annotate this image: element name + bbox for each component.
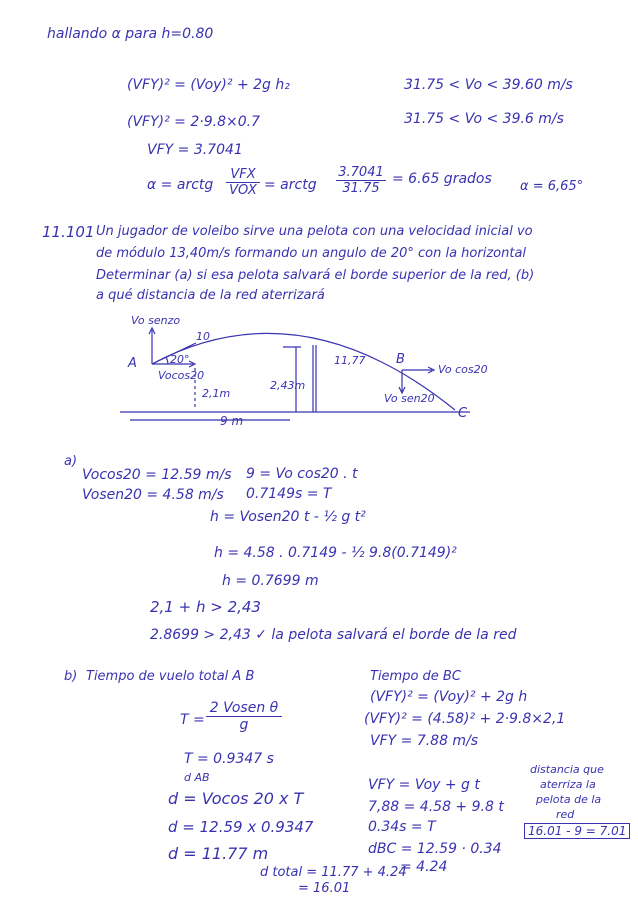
part-a-time: 0.7149s = T [246, 486, 332, 502]
part-b-bc-eq1: (VFY)² = (Voy)² + 2g h [370, 689, 528, 705]
part-b-bc-title: Tiempo de BC [370, 669, 461, 684]
part-b-label: b) [64, 669, 78, 684]
part-b-t-value: T = 0.9347 s [184, 751, 274, 767]
fraction-numerator-value: 3.7041 [338, 165, 384, 180]
note-line-4: red [556, 808, 575, 821]
fraction-numerator: VFX [230, 167, 256, 182]
part-b-bc-eq8: = 4.24 [400, 859, 448, 875]
part-a-vosen: Vosen20 = 4.58 m/s [82, 487, 224, 503]
label-vo-sen: Vo senzo [131, 314, 181, 327]
total-distance-result: = 16.01 [298, 881, 351, 896]
heading: hallando α para h=0.80 [47, 26, 214, 42]
note-line-3: pelota de la [536, 793, 602, 806]
part-b-bc-eq4: VFY = Voy + g t [368, 777, 480, 793]
part-a-h-result: h = 0.7699 m [222, 573, 319, 589]
part-b-bc-eq5: 7,88 = 4.58 + 9.8 t [368, 799, 504, 815]
alpha-arctg-label: α = arctg [147, 177, 214, 193]
part-b-t-lhs: T = [180, 712, 205, 728]
problem-number: 11.101 [42, 223, 95, 241]
part-a-label: a) [64, 454, 78, 469]
angle-arc [166, 357, 168, 364]
label-point-b: B [396, 352, 405, 367]
problem-line-4: a qué distancia de la red aterrizará [96, 288, 325, 303]
part-a-vocos: Vocos20 = 12.59 m/s [82, 467, 232, 483]
velocity-range-2: 31.75 < Vo < 39.6 m/s [404, 111, 564, 127]
note-line-1: distancia que [530, 763, 604, 776]
part-a-conclusion: 2.8699 > 2,43 ✓ la pelota salvará el borde de la red [150, 627, 517, 643]
part-b-title: Tiempo de vuelo total A B [86, 669, 255, 684]
part-a-distance-eq: 9 = Vo cos20 . t [246, 466, 358, 482]
problem-line-3: Determinar (a) si esa pelota salvará el borde superior de la red, (b) [96, 268, 535, 283]
part-a-condition: 2,1 + h > 2,43 [150, 598, 261, 616]
alpha-arctg-mid: = arctg [264, 177, 317, 193]
label-height-start: 2,1m [202, 387, 231, 400]
equation-vfy-result: VFY = 3.7041 [147, 142, 243, 158]
fraction-denominator-value: 31.75 [342, 181, 380, 196]
part-b-dab: d AB [184, 771, 210, 784]
flight-time-numerator: 2 Vosen θ [209, 700, 279, 716]
part-b-bc-eq3: VFY = 7.88 m/s [370, 733, 479, 749]
part-b-bc-eq7: dBC = 12.59 · 0.34 [368, 841, 502, 857]
part-b-d-formula: d = Vocos 20 x T [168, 789, 304, 808]
equation-vfy-numeric: (VFY)² = 2·9.8×0.7 [127, 114, 260, 130]
fraction-denominator: VOX [229, 183, 257, 198]
label-angle: 20° [170, 353, 190, 366]
fraction-flight-time [206, 701, 282, 732]
part-b-d-result: d = 11.77 m [168, 844, 269, 863]
label-point-c: C [458, 406, 468, 421]
label-vo-cos-b: Vo cos20 [438, 363, 488, 376]
label-distance: 9 m [220, 414, 244, 428]
flight-time-denominator: g [239, 717, 249, 733]
label-vo: 10 [196, 330, 210, 343]
equation-vfy-squared: (VFY)² = (Voy)² + 2g h₂ [127, 77, 290, 93]
problem-line-1: Un jugador de voleibo sirve una pelota con una velocidad inicial vo [96, 224, 533, 239]
total-distance: d total = 11.77 + 4.24 [260, 865, 407, 880]
label-net-mark: 11,77 [334, 354, 366, 367]
alpha-result: = 6.65 grados [392, 171, 492, 187]
label-vo-sen-b: Vo sen20 [384, 392, 435, 405]
label-height-net: 2,43m [270, 379, 306, 392]
part-a-h-numeric: h = 4.58 . 0.7149 - ½ 9.8(0.7149)² [214, 545, 457, 561]
part-a-h-formula: h = Vosen20 t - ½ g t² [210, 509, 366, 525]
label-vo-cos-a: Vocos20 [158, 369, 205, 382]
label-point-a: A [128, 356, 137, 371]
part-b-d-numeric: d = 12.59 x 0.9347 [168, 818, 314, 836]
velocity-range-1: 31.75 < Vo < 39.60 m/s [404, 77, 573, 93]
boxed-answer: 16.01 - 9 = 7.01 [524, 823, 630, 839]
note-line-2: aterriza la [540, 778, 596, 791]
part-b-bc-eq6: 0.34s = T [368, 819, 436, 835]
problem-line-2: de módulo 13,40m/s formando un angulo de 20° con la horizontal [96, 246, 527, 261]
part-b-bc-eq2: (VFY)² = (4.58)² + 2·9.8×2,1 [364, 711, 566, 727]
alpha-value: α = 6,65° [520, 179, 584, 194]
